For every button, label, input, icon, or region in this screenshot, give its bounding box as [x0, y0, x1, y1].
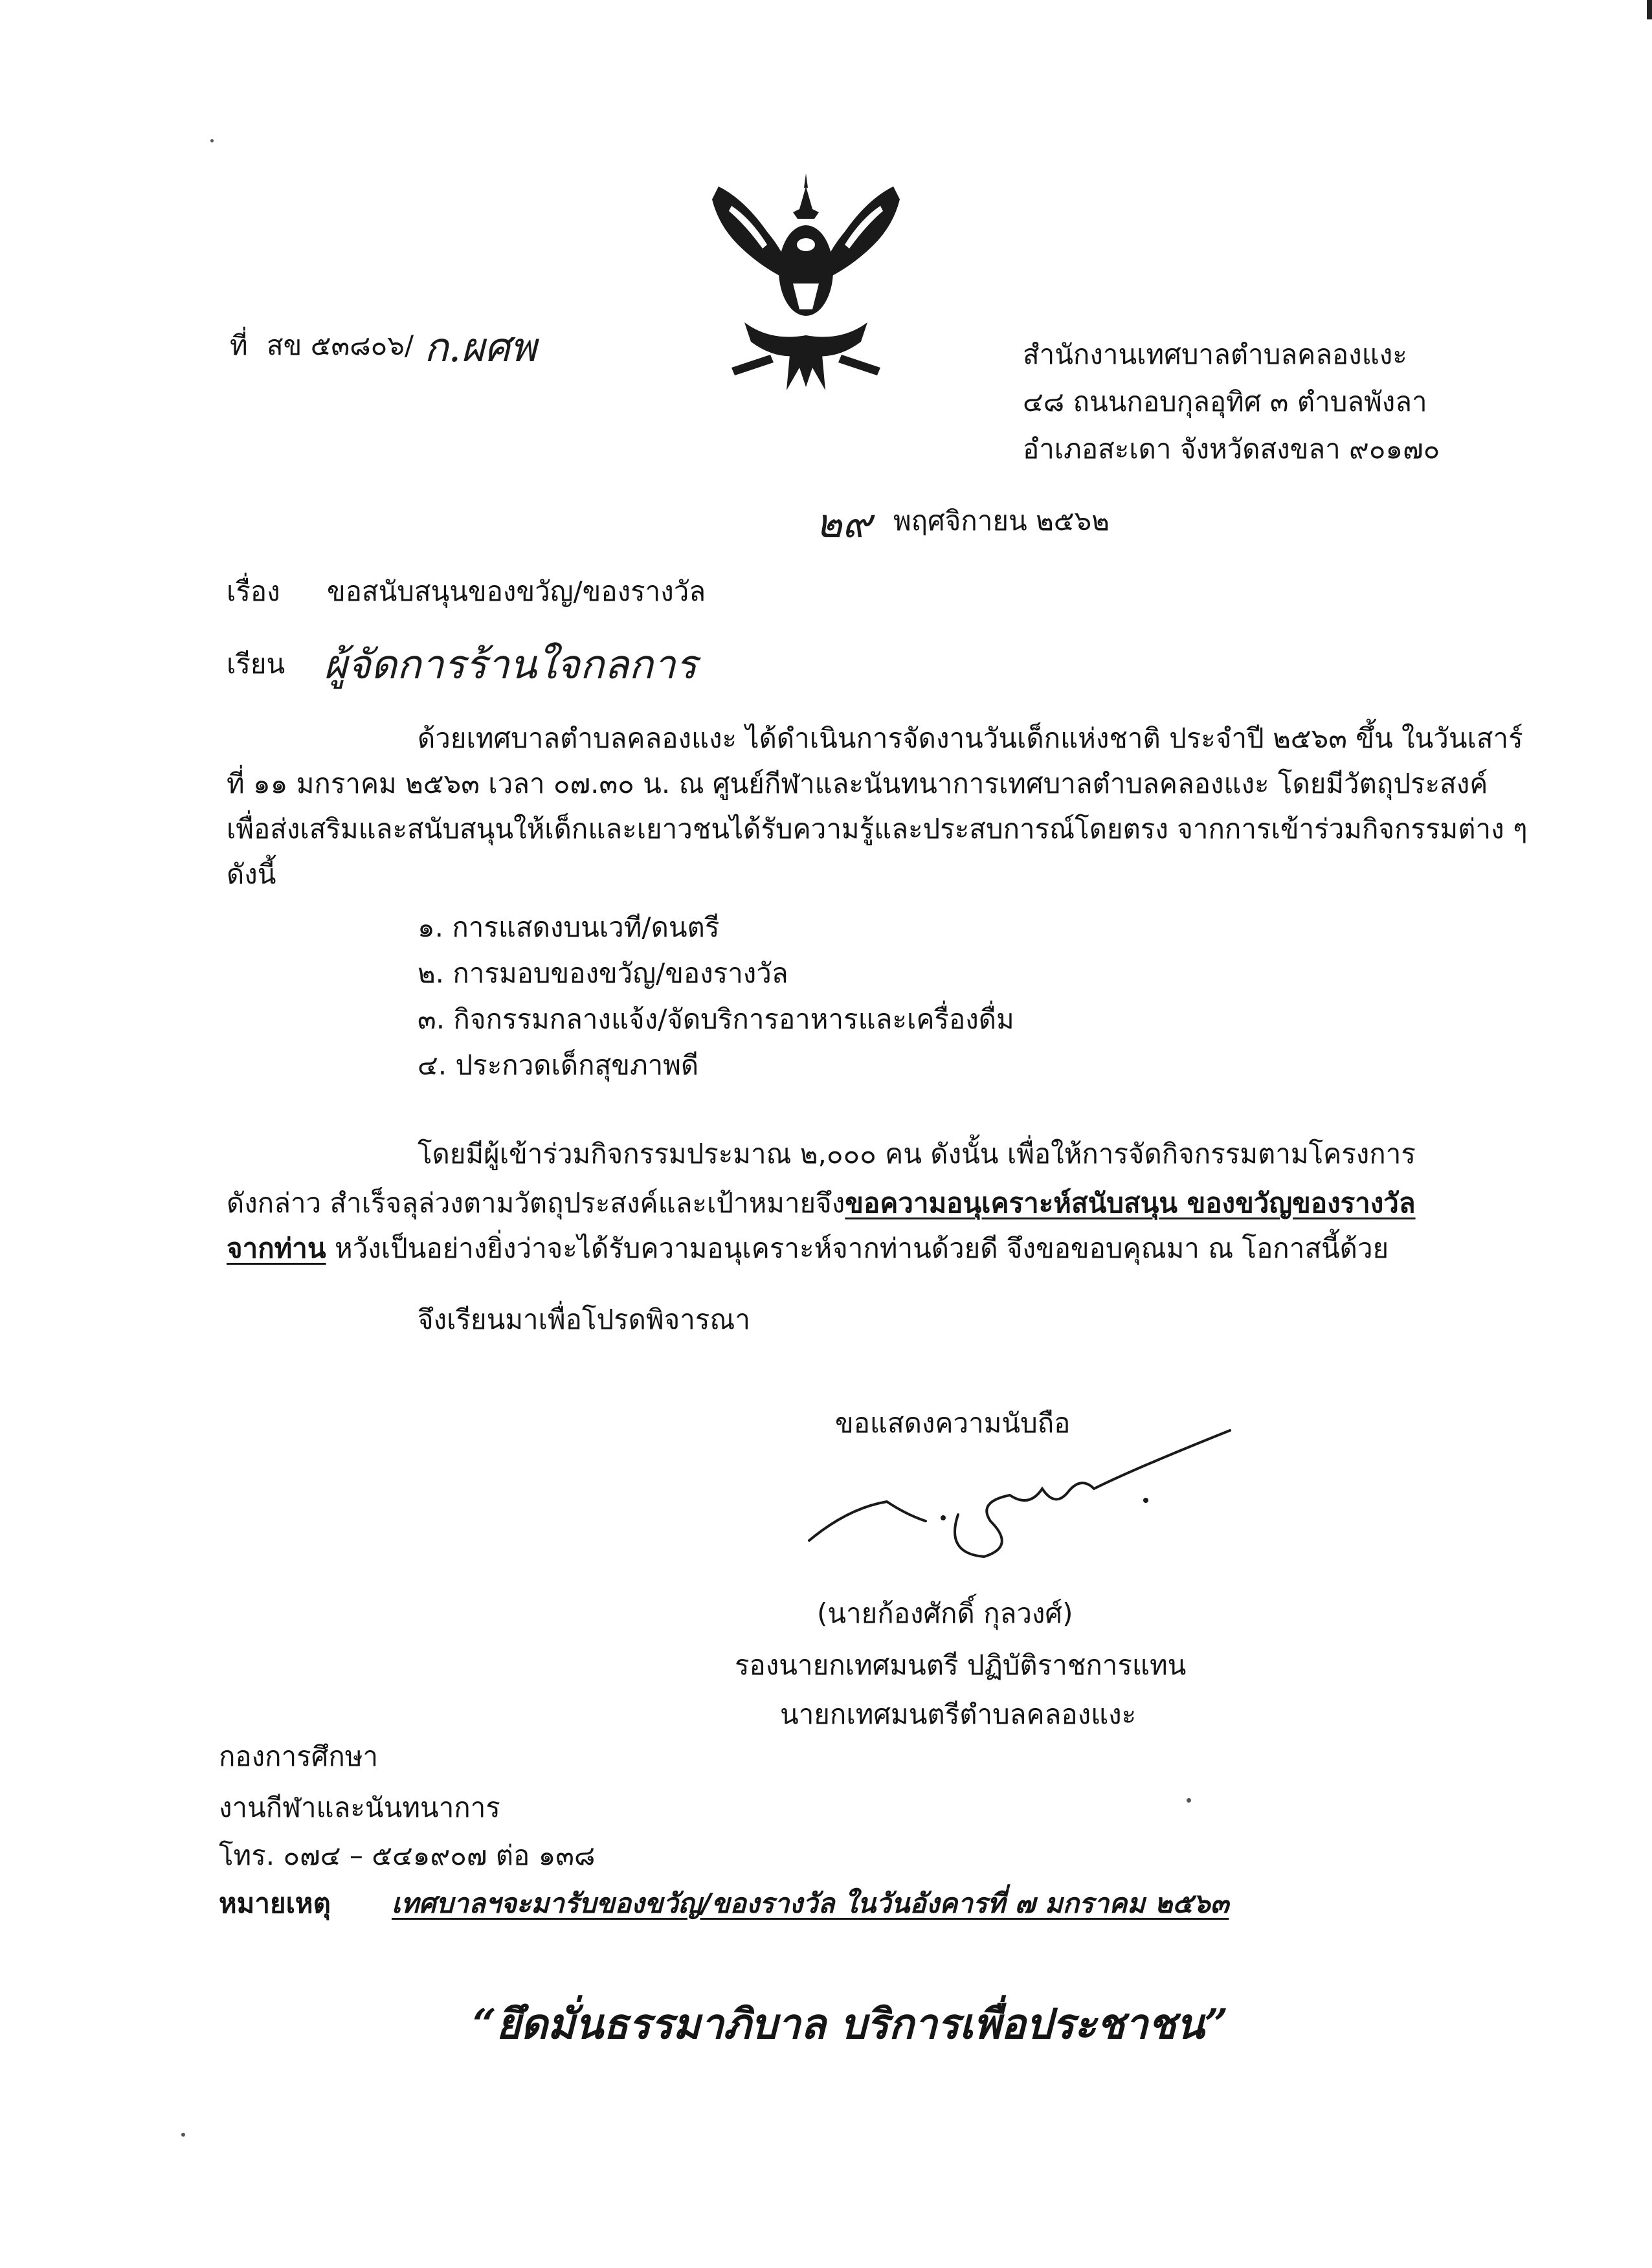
body-p2-line1: โดยมีผู้เข้าร่วมกิจกรรมประมาณ ๒,๐๐๐ คน ดังนั้น เพื่อให้การจัดกิจกรรมตามโครงการ — [418, 1138, 1416, 1170]
closing-line: จึงเรียนมาเพื่อโปรดพิจารณา — [418, 1304, 750, 1335]
body-p2-line3 — [227, 1232, 1389, 1264]
signature-regards: ขอแสดงความนับถือ — [835, 1407, 1071, 1439]
body-p2-line3-plain: หวังเป็นอย่างยิ่งว่าจะได้รับความอนุเคราะห์จากท่านด้วยดี จึงขอขอบคุณมา ณ โอกาสนี้ด้วย — [326, 1232, 1389, 1264]
subject-label: เรื่อง — [227, 575, 280, 607]
list-item: ๔. ประกวดเด็กสุขภาพดี — [418, 1049, 699, 1081]
handwritten-signature — [796, 1418, 1249, 1566]
signatory-title-line1: รองนายกเทศมนตรี ปฏิบัติราชการแทน — [735, 1649, 1187, 1681]
ref-prefix: ที่ — [230, 329, 248, 361]
ref-number: สข ๕๓๘๐๖/ — [267, 329, 414, 361]
scan-speck — [210, 139, 214, 142]
office-address-line2: อำเภอสะเดา จังหวัดสงขลา ๙๐๑๗๐ — [1023, 433, 1440, 465]
note-text: เทศบาลฯจะมารับของขวัญ/ของรางวัล ในวันอังคารที่ ๗ มกราคม ๒๕๖๓ — [392, 1887, 1229, 1919]
list-item: ๑. การแสดงบนเวที/ดนตรี — [418, 911, 720, 943]
date-day-handwritten: ๒๙ — [816, 500, 872, 547]
body-p1-line2: ที่ ๑๑ มกราคม ๒๕๖๓ เวลา ๐๗.๓๐ น. ณ ศูนย์กีฬาและนันทนาการเทศบาลตำบลคลองแงะ โดยมีวัตถุประสงค์ — [227, 768, 1488, 799]
footer-unit: งานกีฬาและนันทนาการ — [219, 1792, 500, 1823]
office-address-line1: ๔๘ ถนนกอบกุลอุทิศ ๓ ตำบลพังลา — [1023, 386, 1427, 417]
scan-speck — [1187, 1798, 1191, 1803]
to-recipient-handwritten: ผู้จัดการร้านใจกลการ — [324, 641, 697, 688]
signatory-name: (นายก้องศักดิ์ กุลวงศ์) — [817, 1597, 1073, 1629]
list-item: ๒. การมอบของขวัญ/ของรางวัล — [418, 957, 788, 989]
signatory-title-line2: นายกเทศมนตรีตำบลคลองแงะ — [780, 1698, 1137, 1730]
note-label: หมายเหตุ — [219, 1887, 331, 1919]
motto: “ยึดมั่นธรรมาภิบาล บริการเพื่อประชาชน” — [473, 2000, 1229, 2049]
body-p1-line3: เพื่อส่งเสริมและสนับสนุนให้เด็กและเยาวชนได้รับความรู้และประสบการณ์โดยตรง จากการเข้าร่วมกิจกรรมต่าง ๆ — [227, 813, 1528, 845]
to-label: เรียน — [227, 648, 285, 680]
office-name: สำนักงานเทศบาลตำบลคลองแงะ — [1023, 339, 1407, 370]
body-p2-line2 — [227, 1187, 1416, 1219]
body-p2-line2-emphasis: ขอความอนุเคราะห์สนับสนุน ของขวัญของรางวัล — [845, 1187, 1416, 1219]
garuda-emblem — [706, 173, 906, 394]
footer-phone: โทร. ๐๗๔ – ๕๔๑๙๐๗ ต่อ ๑๓๘ — [219, 1840, 596, 1871]
list-item: ๓. กิจกรรมกลางแจ้ง/จัดบริการอาหารและเครื่องดื่ม — [418, 1003, 1014, 1035]
scan-edge-mark — [1647, 0, 1652, 19]
body-p2-line2-plain: ดังกล่าว สำเร็จลุล่วงตามวัตถุประสงค์และเป้าหมายจึง — [227, 1187, 845, 1219]
subject-text: ขอสนับสนุนของขวัญ/ของรางวัล — [327, 575, 706, 607]
body-p1-line4: ดังนี้ — [227, 858, 276, 890]
body-p2-line3-emphasis: จากท่าน — [227, 1232, 326, 1264]
body-p1-line1: ด้วยเทศบาลตำบลคลองแงะ ได้ดำเนินการจัดงานวันเด็กแห่งชาติ ประจำปี ๒๕๖๓ ขึ้น ในวันเสาร์ — [418, 722, 1523, 754]
ref-handwritten: ก.ผศพ — [424, 324, 537, 371]
scan-speck — [181, 2133, 185, 2137]
date-month-year: พฤศจิกายน ๒๕๖๒ — [893, 505, 1110, 537]
footer-division: กองการศึกษา — [219, 1740, 379, 1772]
